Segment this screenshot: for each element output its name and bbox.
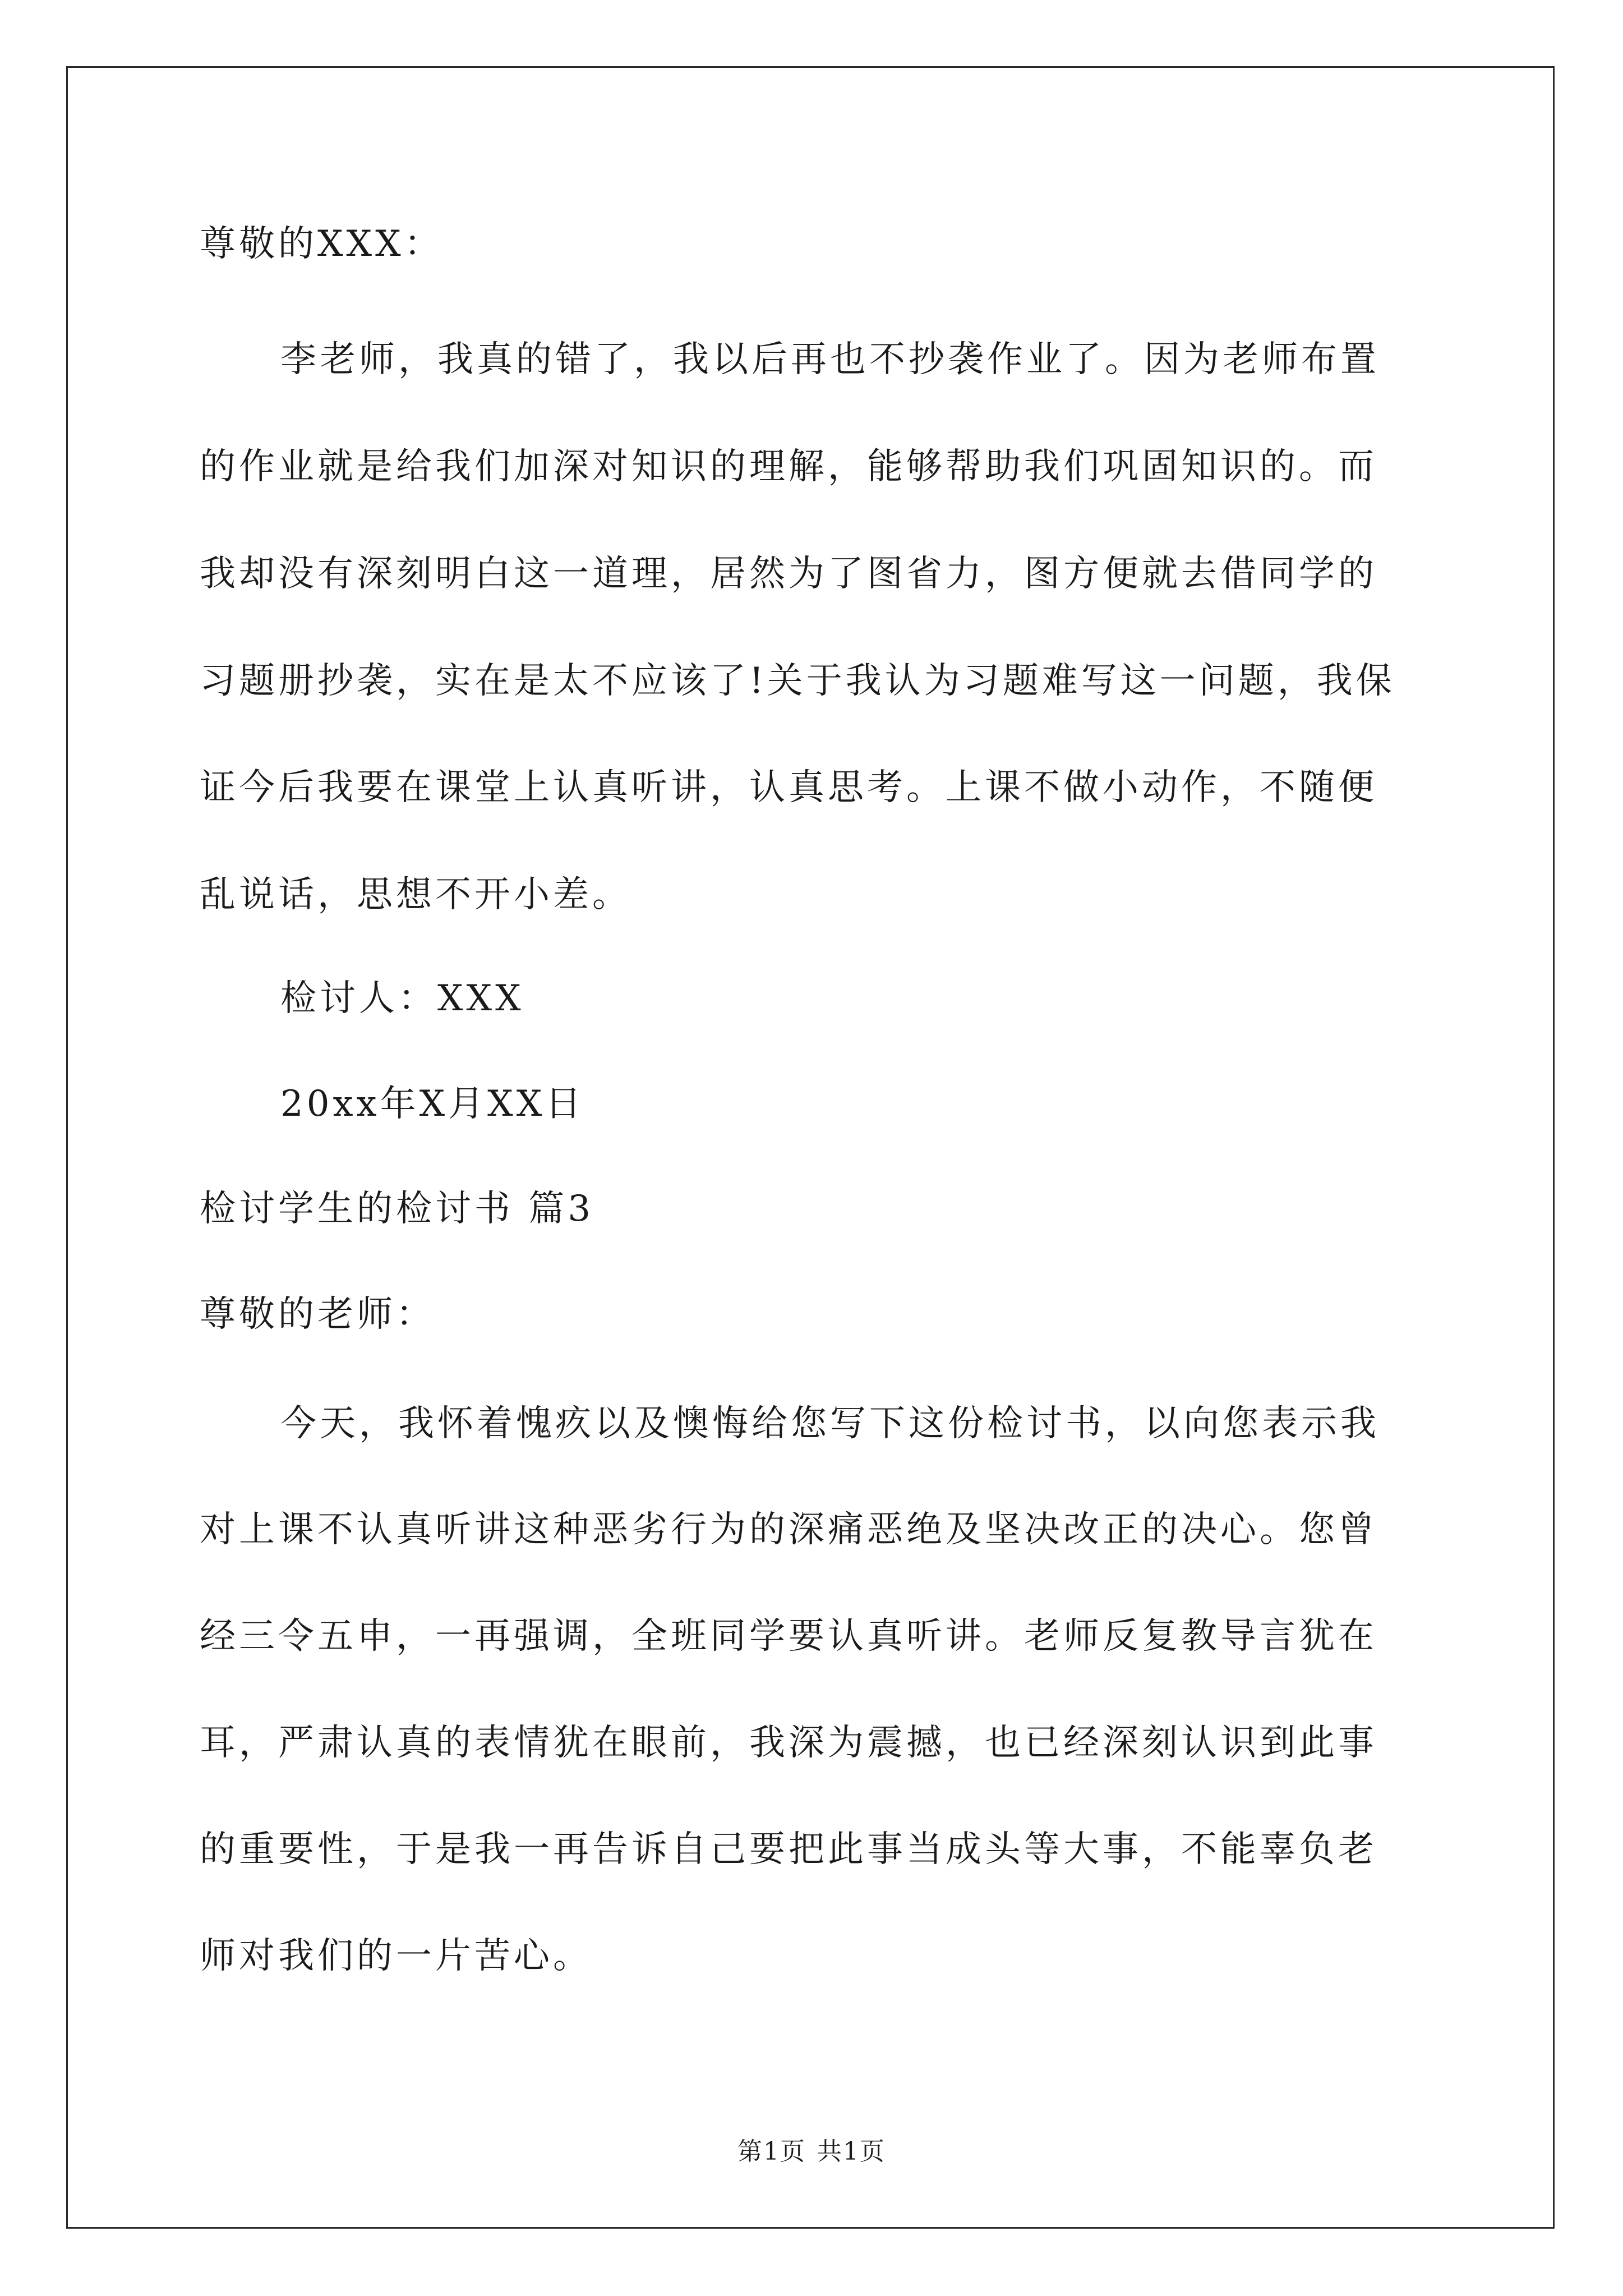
paragraph-line: 对上课不认真听讲这种恶劣行为的深痛恶绝及坚决改正的决心。您曾 (200, 1509, 1377, 1550)
salutation: 尊敬的老师： (200, 1294, 435, 1335)
page-footer (0, 2136, 1623, 2168)
paragraph-line: 经三令五申，一再强调，全班同学要认真听讲。老师反复教导言犹在 (200, 1616, 1377, 1657)
paragraph-line: 耳，严肃认真的表情犹在眼前，我深为震撼，也已经深刻认识到此事 (200, 1722, 1377, 1764)
page-number: 第1页 (737, 2137, 806, 2166)
paragraph-line: 的重要性，于是我一再告诉自己要把此事当成头等大事，不能辜负老 (200, 1829, 1377, 1870)
paragraph-line: 师对我们的一片苦心。 (200, 1935, 592, 1977)
paragraph-line: 今天，我怀着愧疚以及懊悔给您写下这份检讨书，以向您表示我 (280, 1403, 1380, 1444)
paragraph-line: 李老师，我真的错了，我以后再也不抄袭作业了。因为老师布置 (280, 339, 1380, 380)
date-line: 20xx年X月XX日 (280, 1083, 585, 1125)
page-total: 共1页 (817, 2137, 886, 2166)
paragraph-line: 我却没有深刻明白这一道理，居然为了图省力，图方便就去借同学的 (200, 553, 1377, 595)
salutation: 尊敬的XXX： (200, 223, 444, 265)
paragraph-line: 习题册抄袭，实在是太不应该了!关于我认为习题难写这一问题，我保 (200, 660, 1395, 702)
paragraph-line: 的作业就是给我们加深对知识的理解，能够帮助我们巩固知识的。而 (200, 446, 1377, 487)
paragraph-line: 证今后我要在课堂上认真听讲，认真思考。上课不做小动作，不随便 (200, 767, 1377, 808)
section-heading: 检讨学生的检讨书 篇3 (200, 1188, 594, 1230)
paragraph-line: 乱说话，思想不开小差。 (200, 874, 631, 915)
page-border (66, 66, 1555, 2229)
signature-line: 检讨人：XXX (280, 978, 524, 1019)
